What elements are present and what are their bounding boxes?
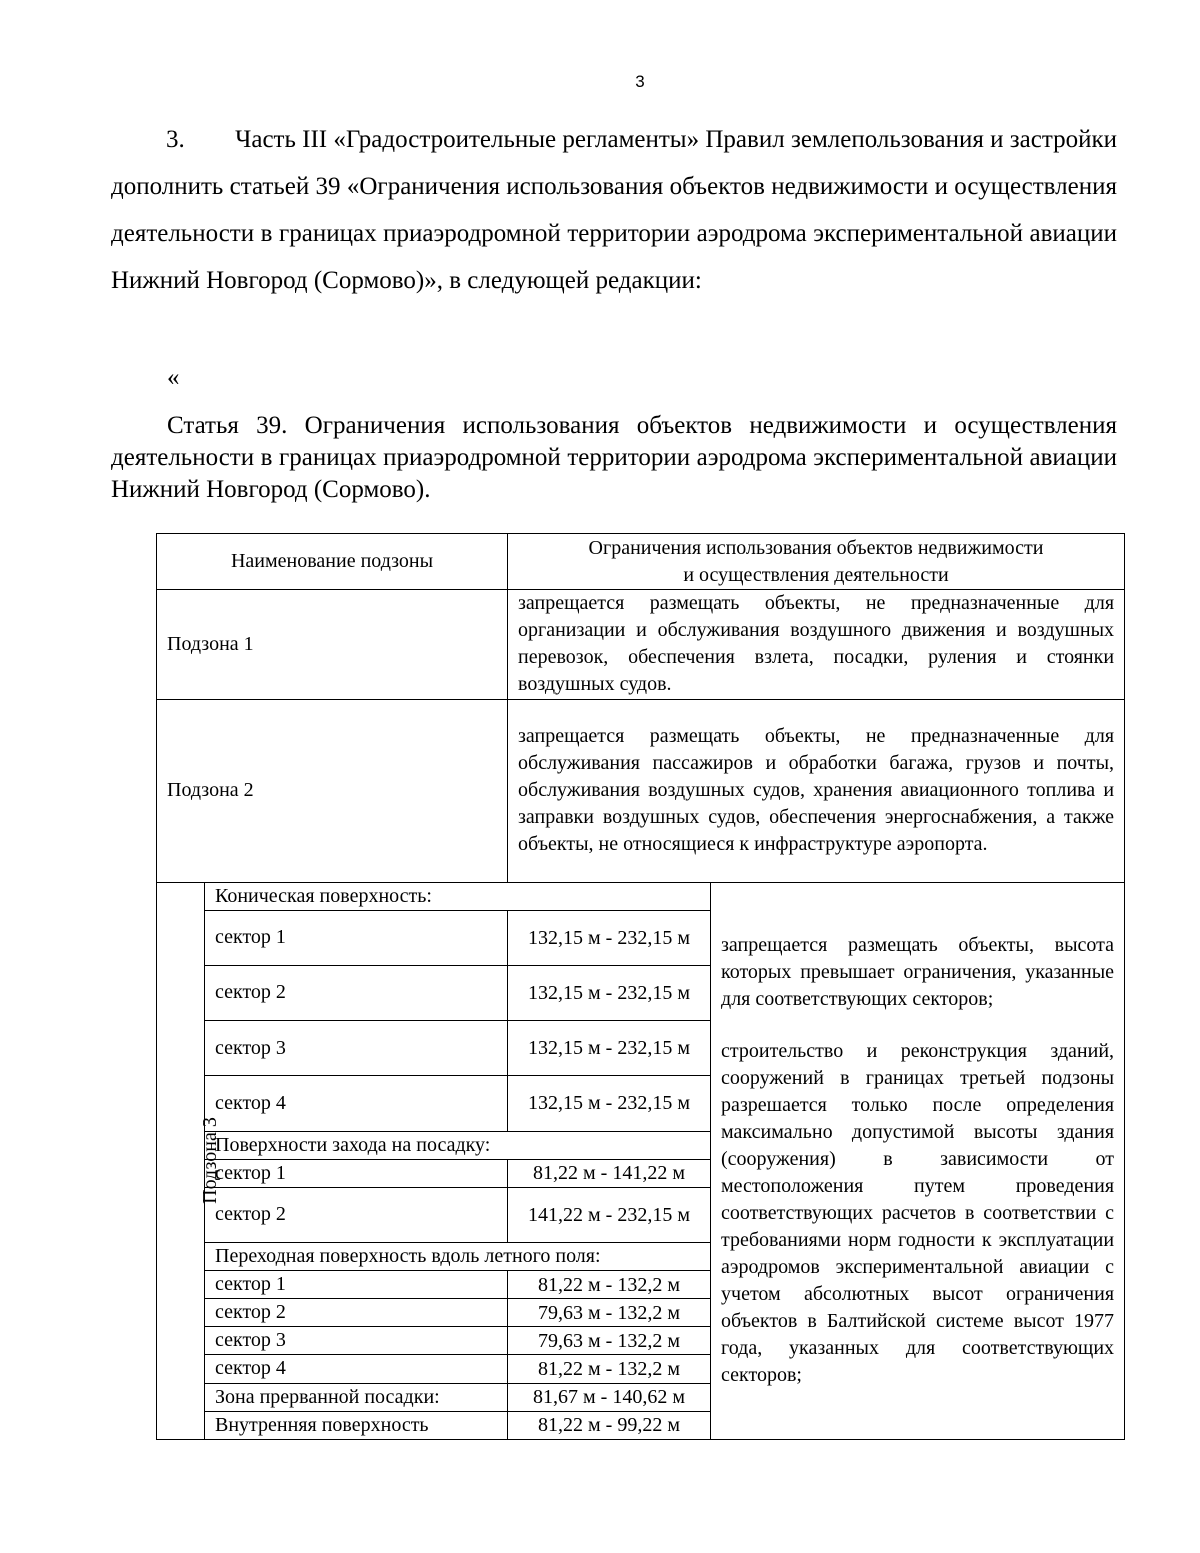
amendment-paragraph bbox=[111, 116, 1117, 304]
conical-sector-3-value: 132,15 м - 232,15 м bbox=[508, 1021, 711, 1076]
conical-sector-2-value: 132,15 м - 232,15 м bbox=[508, 965, 711, 1020]
zone-2-restrictions: запрещается размещать объекты, не предназначенные для обслуживания пассажиров и обработки багажа, грузов и почты, обслуживания воздушных судов, хранения авиационного топлива и заправки воздушных судов, обеспечения энергоснабжения, а также объекты, не относящиеся к инфраструктуре аэропорта. bbox=[508, 699, 1125, 882]
table-row-zone-2 bbox=[157, 699, 1125, 882]
transition-sector-1-value: 81,22 м - 132,2 м bbox=[508, 1271, 711, 1299]
page-number: 3 bbox=[635, 72, 645, 91]
transition-surface-header: Переходная поверхность вдоль летного поля: bbox=[205, 1243, 711, 1271]
transition-sector-2: сектор 2 bbox=[205, 1299, 508, 1327]
zone-3-name: Подзона 3 bbox=[198, 1117, 221, 1205]
approach-sector-1-value: 81,22 м - 141,22 м bbox=[508, 1159, 711, 1187]
zone-3-restriction-2: строительство и реконструкция зданий, сооружений в границах третьей подзоны разрешается только после определения максимально допустимой высоты здания (сооружения) в зависимости от местоположения путем проведения соответствующих расчетов в соответствии с требованиями норм годности к эксплуатации аэродромов экспериментальной авиации с учетом абсолютных высот ограничения объектов в Балтийской системе высот 1977 года, указанных для соответствующих секторов; bbox=[721, 1040, 1115, 1387]
inner-surface-value: 81,22 м - 99,22 м bbox=[508, 1411, 711, 1439]
table-header-row bbox=[157, 534, 1125, 590]
table-row-zone-1 bbox=[157, 590, 1125, 699]
table-row-conical-header bbox=[157, 882, 1125, 910]
header-restrictions bbox=[508, 534, 1125, 590]
approach-surface-header: Поверхности захода на посадку: bbox=[205, 1131, 711, 1159]
transition-sector-1: сектор 1 bbox=[205, 1271, 508, 1299]
transition-sector-3: сектор 3 bbox=[205, 1327, 508, 1355]
balked-landing-zone-value: 81,67 м - 140,62 м bbox=[508, 1383, 711, 1411]
header-restrictions-line2: и осуществления деятельности bbox=[683, 563, 949, 586]
article-heading: Статья 39. Ограничения использования объектов недвижимости и осуществления деятельности в границах приаэродромной территории аэродрома экспериментальной авиации Нижний Новгород (Сормово). bbox=[111, 412, 1117, 503]
approach-sector-2: сектор 2 bbox=[205, 1187, 508, 1242]
quote-open: « bbox=[167, 364, 180, 391]
paragraph-text: 3. Часть III «Градостроительные регламенты» Правил землепользования и застройки дополнить статьей 39 «Ограничения использования объектов недвижимости и осуществления деятельности в границах приаэродромной территории аэродрома экспериментальной авиации Нижний Новгород (Сормово)», в следующей редакции: bbox=[111, 126, 1117, 294]
conical-sector-4-value: 132,15 м - 232,15 м bbox=[508, 1076, 711, 1131]
conical-sector-1-value: 132,15 м - 232,15 м bbox=[508, 910, 711, 965]
balked-landing-zone: Зона прерванной посадки: bbox=[205, 1383, 508, 1411]
header-restrictions-line1: Ограничения использования объектов недвижимости bbox=[588, 536, 1044, 559]
zone-3-restrictions bbox=[711, 882, 1125, 1440]
zone-2-name: Подзона 2 bbox=[157, 699, 508, 882]
header-subzone-name: Наименование подзоны bbox=[157, 534, 508, 590]
conical-sector-3: сектор 3 bbox=[205, 1021, 508, 1076]
approach-sector-1: сектор 1 bbox=[205, 1159, 508, 1187]
conical-sector-1: сектор 1 bbox=[205, 910, 508, 965]
approach-sector-2-value: 141,22 м - 232,15 м bbox=[508, 1187, 711, 1242]
zone-1-restrictions: запрещается размещать объекты, не предназначенные для организации и обслуживания воздушного движения и воздушных перевозок, обеспечения взлета, посадки, руления и стоянки воздушных судов. bbox=[508, 590, 1125, 699]
zone-1-name: Подзона 1 bbox=[157, 590, 508, 699]
transition-sector-2-value: 79,63 м - 132,2 м bbox=[508, 1299, 711, 1327]
restrictions-table bbox=[156, 533, 1125, 1440]
conical-sector-2: сектор 2 bbox=[205, 965, 508, 1020]
transition-sector-3-value: 79,63 м - 132,2 м bbox=[508, 1327, 711, 1355]
transition-sector-4: сектор 4 bbox=[205, 1355, 508, 1383]
conical-sector-4: сектор 4 bbox=[205, 1076, 508, 1131]
transition-sector-4-value: 81,22 м - 132,2 м bbox=[508, 1355, 711, 1383]
zone-3-name-cell bbox=[157, 882, 221, 1440]
inner-surface: Внутренняя поверхность bbox=[205, 1411, 508, 1439]
conical-surface-header: Коническая поверхность: bbox=[205, 882, 711, 910]
zone-3-restriction-1: запрещается размещать объекты, высота которых превышает ограничения, указанные для соответствующих секторов; bbox=[721, 934, 1115, 1011]
